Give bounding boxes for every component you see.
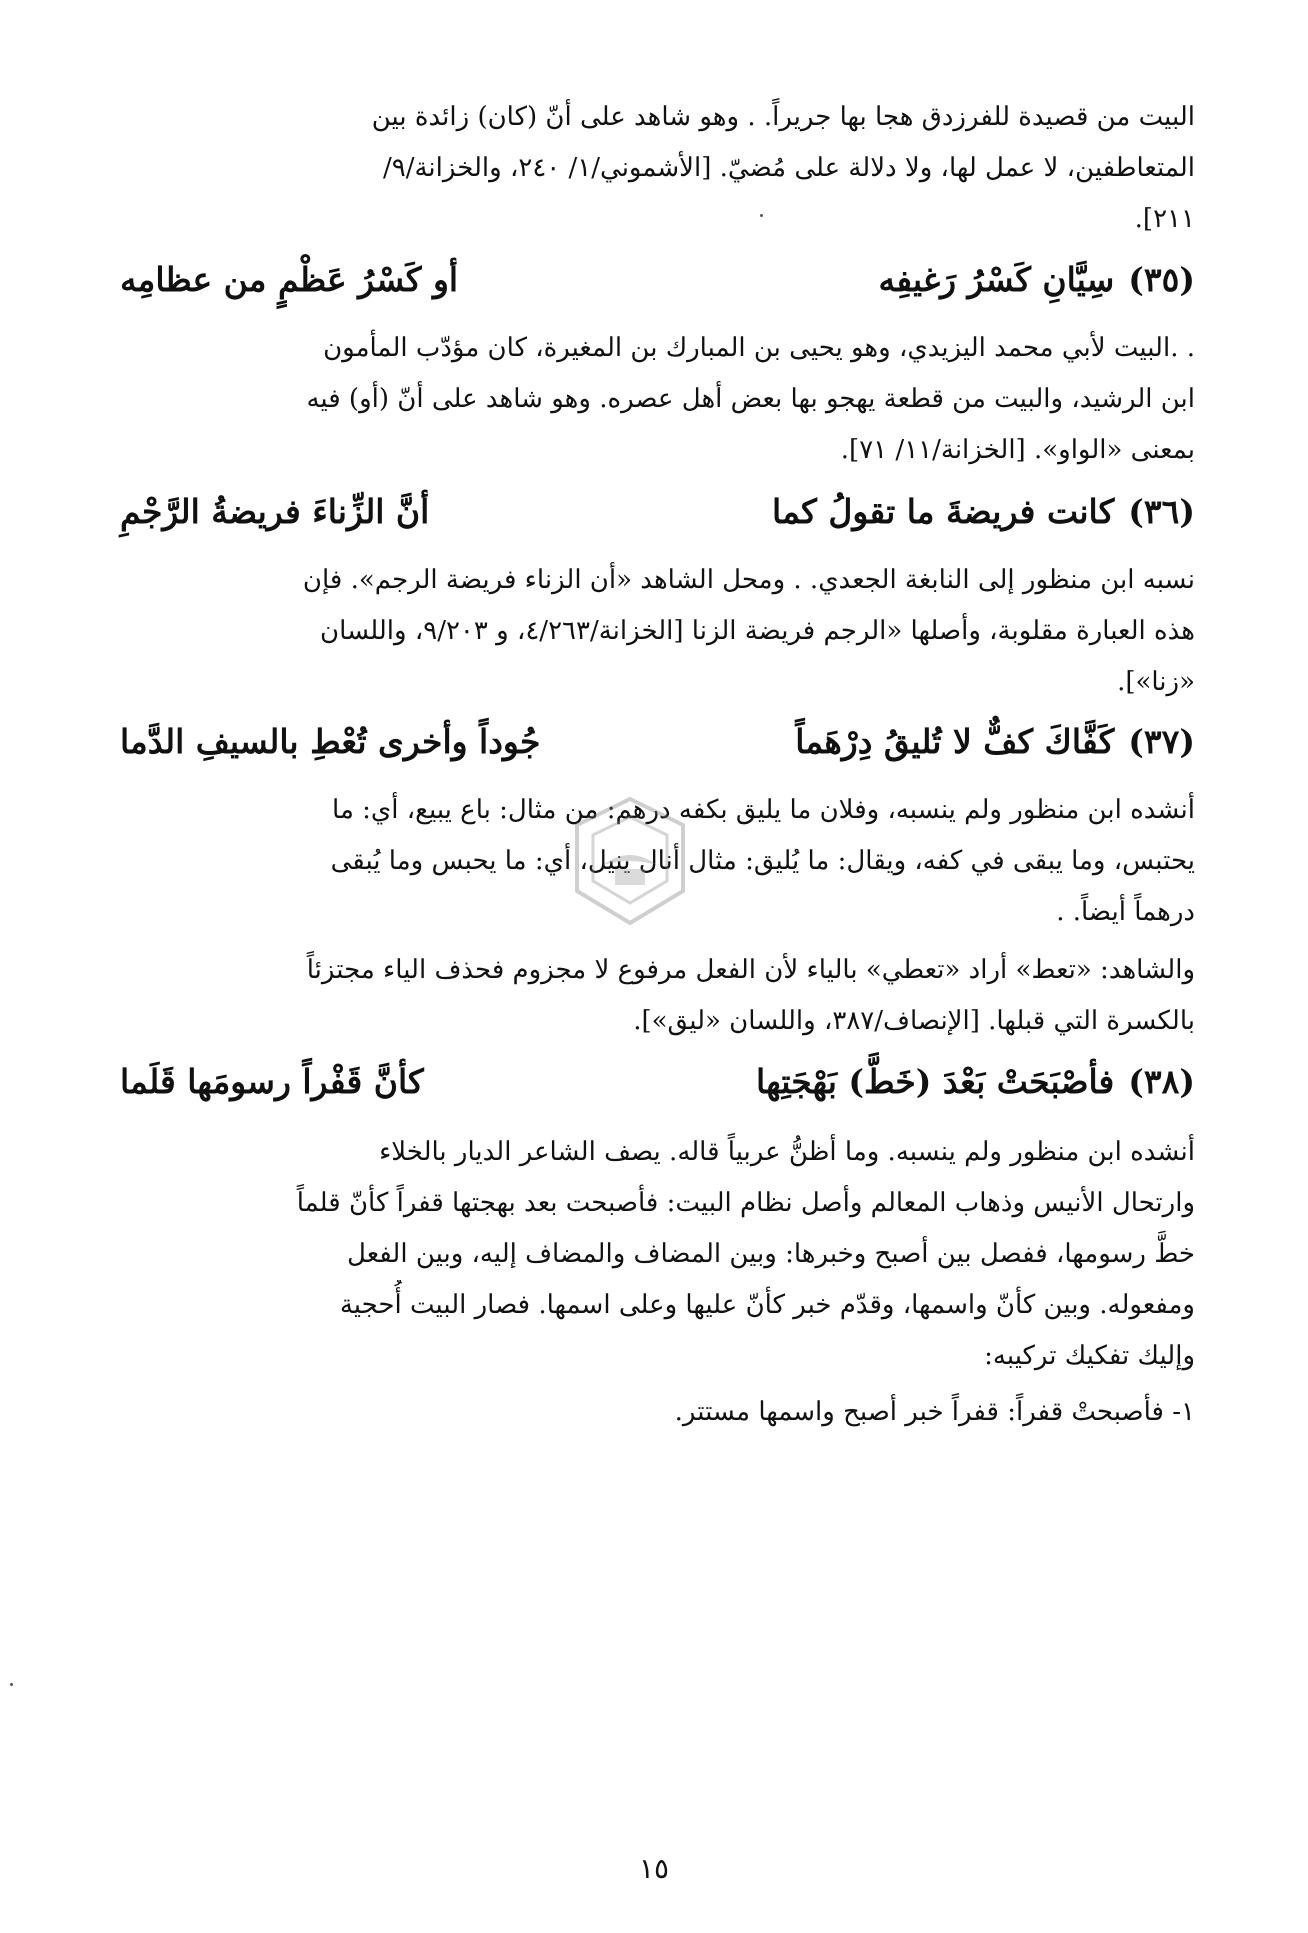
text-line: «زنا»]. [1117, 667, 1195, 697]
verse-first-hemistich: سِيَّانِ كَسْرُ رَغيفِه [878, 260, 1115, 299]
verse-second-hemistich: أو كَسْرُ عَظْمٍ من عظامِه [119, 260, 459, 299]
text-line: أنشده ابن منظور ولم ينسبه، وفلان ما يليق بكفه درهم: من مثال: باع يبيع، أي: ما [332, 795, 1195, 825]
paragraph-3 [120, 555, 1195, 708]
text-line: يحتبس، وما يبقى في كفه، ويقال: ما يُليق: مثال أنال ينيل، أي: ما يحبس وما يُبقى [330, 846, 1195, 876]
verse-35 [120, 250, 1195, 310]
text-line: ١- فأصبحتْ قفراً: قفراً خبر أصبح واسمها مستتر. [674, 1397, 1195, 1427]
verse-first-hemistich: كَفَّاكَ كفٌّ لا تُليقُ دِرْهَماً [795, 722, 1115, 761]
text-line: . .البيت لأبي محمد اليزيدي، وهو يحيى بن المبارك بن المغيرة، كان مؤدّب المأمون [323, 333, 1195, 363]
text-line: ابن الرشيد، والبيت من قطعة يهجو بها بعض أهل عصره. وهو شاهد على أنّ (أو) فيه [306, 384, 1195, 414]
paragraph-6 [120, 1127, 1195, 1382]
verse-number: (٣٧) [1128, 722, 1195, 761]
text-line: البيت من قصيدة للفرزدق هجا بها جريراً. . وهو شاهد على أنّ (كان) زائدة بين [371, 102, 1195, 132]
text-line: أنشده ابن منظور ولم ينسبه. وما أظنُّ عربياً قاله. يصف الشاعر الديار بالخلاء [379, 1137, 1195, 1167]
speck [10, 1683, 13, 1686]
text-line: خطَّ رسومها، ففصل بين أصبح وخبرها: وبين المضاف والمضاف إليه، وبين الفعل [347, 1239, 1195, 1269]
verse-number: (٣٨) [1128, 1062, 1195, 1101]
text-line: بالكسرة التي قبلها. [الإنصاف/٣٨٧، واللسان «ليق»]. [633, 1006, 1195, 1036]
paragraph-2 [120, 323, 1195, 476]
paragraph-7 [120, 1387, 1195, 1438]
verse-37 [120, 712, 1195, 772]
verse-first-hemistich: كانت فريضةَ ما تقولُ كما [772, 492, 1115, 531]
text-line: المتعاطفين، لا عمل لها، ولا دلالة على مُضيّ. [الأشموني/١/ ٢٤٠، والخزانة/٩/ [382, 153, 1195, 183]
text-line: والشاهد: «تعط» أراد «تعطي» بالياء لأن الفعل مرفوع لا مجزوم فحذف الياء مجتزئاً [306, 955, 1195, 985]
text-line: هذه العبارة مقلوبة، وأصلها «الرجم فريضة الزنا [الخزانة/٤/٢٦٣، و ٩/٢٠٣، واللسان [320, 616, 1195, 646]
speck [760, 214, 763, 217]
text-line: درهماً أيضاً. . [1056, 897, 1195, 927]
text-line: ومفعوله. وبين كأنّ واسمها، وقدّم خبر كأنّ عليها وعلى اسمها. فصار البيت أُحجية [339, 1290, 1195, 1320]
verse-first-hemistich: فأصْبَحَتْ بَعْدَ (خَطَّ) بَهْجَتِها [756, 1062, 1115, 1101]
text-line: وارتحال الأنيس وذهاب المعالم وأصل نظام البيت: فأصبحت بعد بهجتها قفراً كأنّ قلماً [296, 1188, 1195, 1218]
verse-number: (٣٦) [1128, 492, 1195, 531]
paragraph-5 [120, 945, 1195, 1047]
verse-second-hemistich: أنَّ الزِّناءَ فريضةُ الرَّجْمِ [119, 492, 430, 531]
paragraph-1 [120, 92, 1195, 245]
text-line: بمعنى «الواو». [الخزانة/١١/ ٧١]. [840, 435, 1195, 465]
text-line: ٢١١]. [1134, 204, 1195, 234]
text-line: وإليك تفكيك تركيبه: [984, 1341, 1195, 1371]
verse-second-hemistich: كأنَّ قَفْراً رسومَها قَلَما [119, 1062, 424, 1101]
verse-number: (٣٥) [1128, 260, 1195, 299]
text-line: نسبه ابن منظور إلى النابغة الجعدي. . ومحل الشاهد «أن الزناء فريضة الرجم». فإن [302, 565, 1195, 595]
verse-38 [120, 1052, 1195, 1112]
verse-36 [120, 482, 1195, 542]
page-number: ١٥ [638, 1852, 670, 1885]
verse-second-hemistich: جُوداً وأخرى تُعْطِ بالسيفِ الدَّما [119, 722, 541, 761]
library-watermark-logo [555, 795, 705, 930]
